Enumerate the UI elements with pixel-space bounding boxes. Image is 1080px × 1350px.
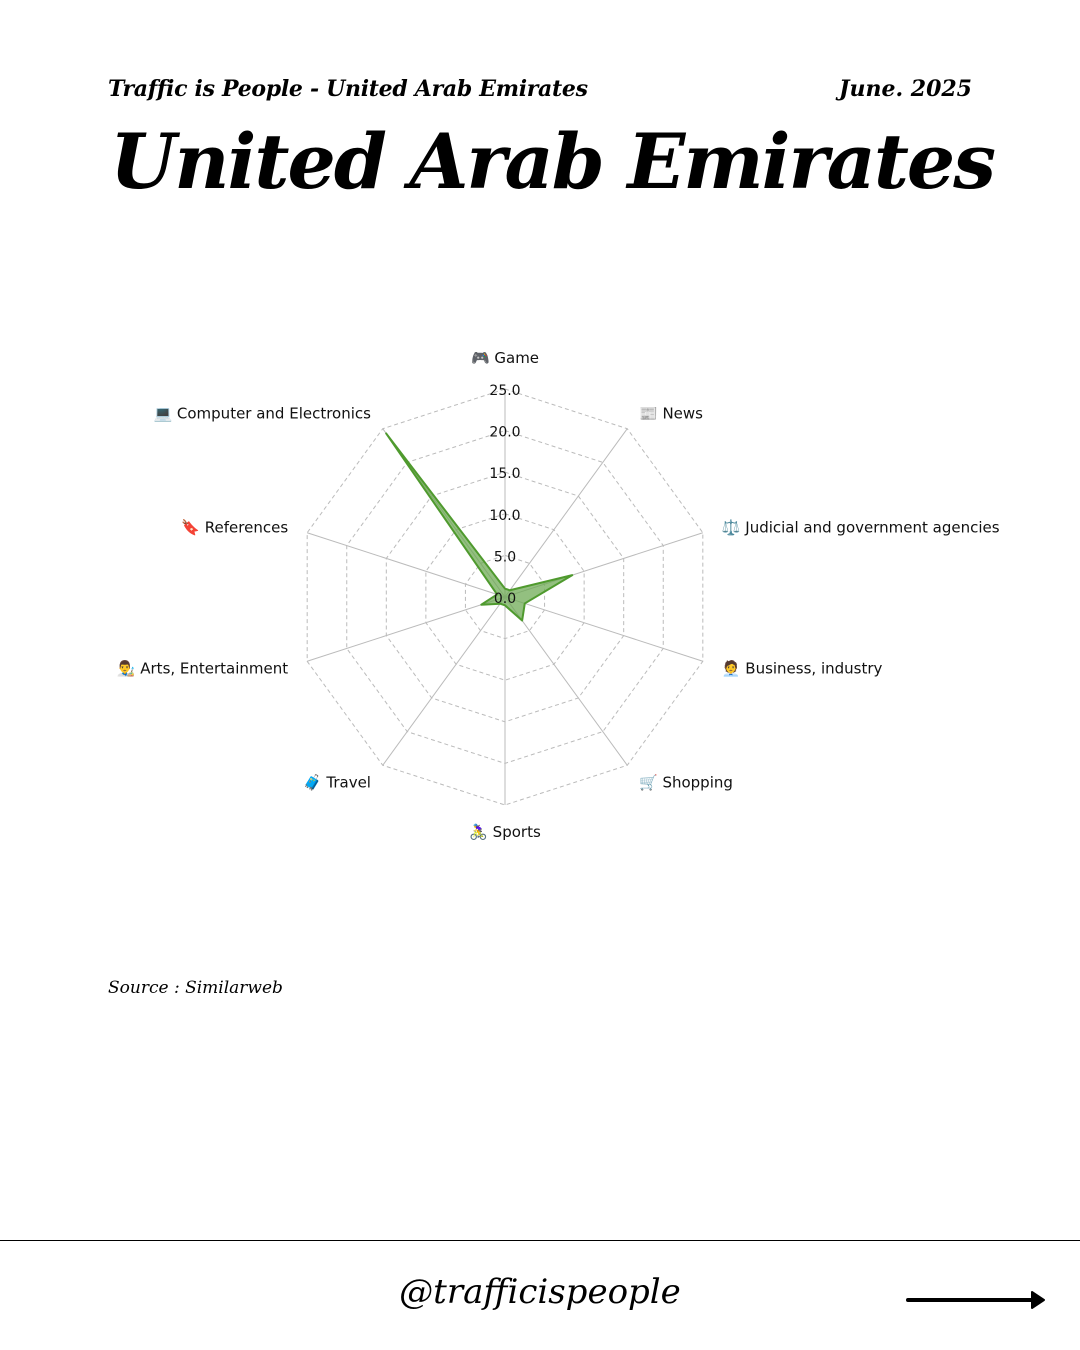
grid-spoke <box>505 597 627 765</box>
grid-spoke <box>307 533 505 597</box>
axis-label: 🧳 Travel <box>302 773 371 792</box>
arrow-right-icon[interactable] <box>906 1288 1048 1312</box>
axis-label: 🚴‍♀️ Sports <box>469 823 541 841</box>
axis-label: 👨‍🎨 Arts, Entertainment <box>116 659 289 678</box>
radial-tick-label: 20.0 <box>489 424 521 441</box>
axis-label: 🔖 References <box>181 518 289 537</box>
footer-divider <box>0 1240 1080 1241</box>
radial-tick-label: 10.0 <box>489 507 521 524</box>
axis-label: 🛒 Shopping <box>639 773 733 792</box>
axis-label: 🧑‍💼 Business, industry <box>721 659 883 678</box>
grid-spoke <box>505 429 627 597</box>
radial-tick-label: 0.0 <box>493 591 517 607</box>
axis-label: 💻 Computer and Electronics <box>153 404 371 423</box>
axis-label: ⚖️ Judicial and government agencies <box>721 518 1000 537</box>
header-date: June. 2025 <box>839 76 972 102</box>
axis-label: 📰 News <box>639 404 703 423</box>
grid-spoke <box>307 597 505 661</box>
source-note: Source : Similarweb <box>108 978 283 998</box>
footer-handle: @trafficispeople <box>399 1272 681 1312</box>
grid-spoke <box>383 597 505 765</box>
radial-tick-label: 15.0 <box>489 466 521 483</box>
data-series-area <box>386 433 572 620</box>
grid-spoke <box>505 597 703 661</box>
page-title: United Arab Emirates <box>110 117 995 206</box>
radial-tick-label: 25.0 <box>489 383 521 399</box>
header-subtitle: Traffic is People - United Arab Emirates <box>108 76 588 102</box>
radial-tick-label: 5.0 <box>493 549 517 566</box>
axis-label: 🎮 Game <box>470 349 540 367</box>
